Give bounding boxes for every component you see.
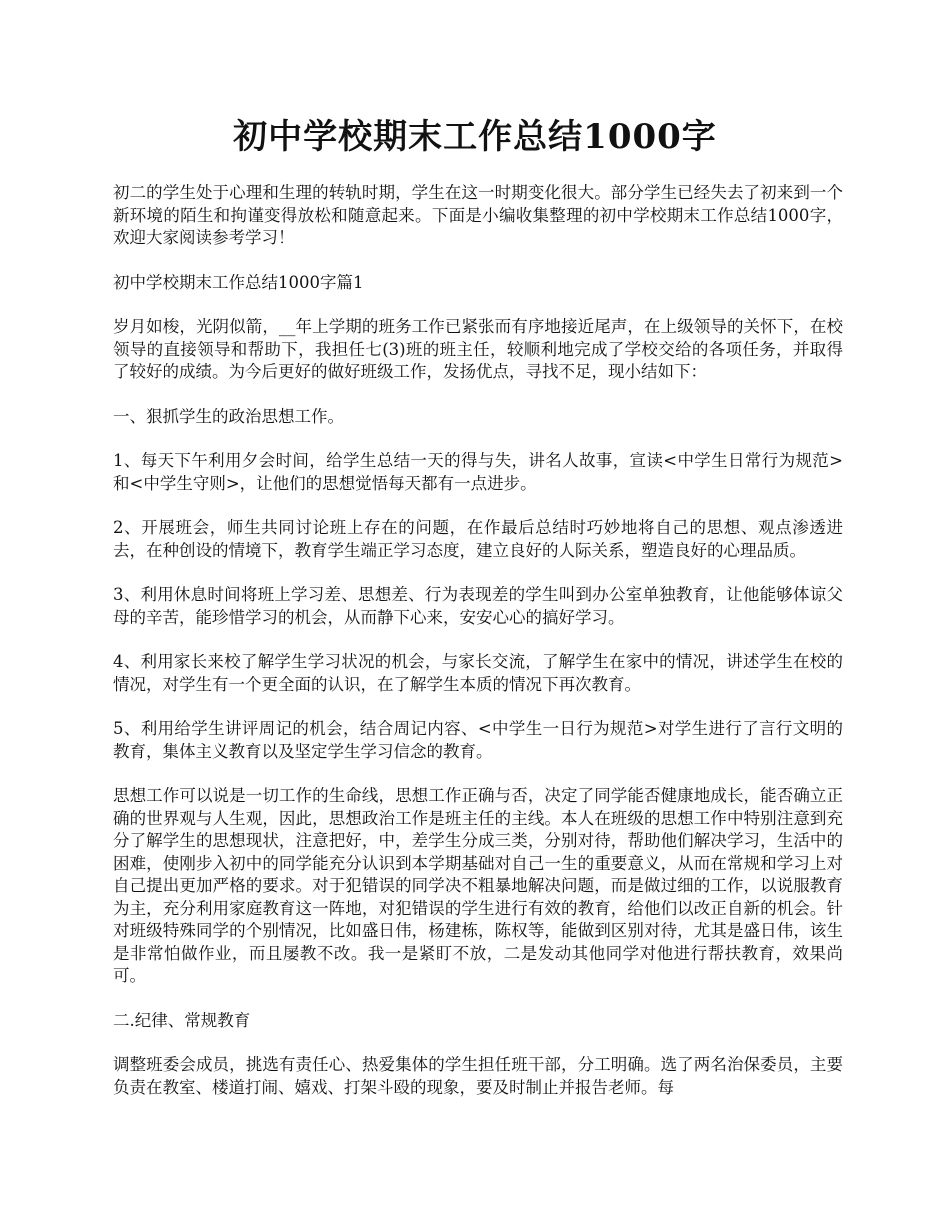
discipline-paragraph: 调整班委会成员，挑选有责任心、热爱集体的学生担任班干部，分工明确。选了两名治保委员，主要负责在教室、楼道打闹、嬉戏、打架斗殴的现象，要及时制止并报告老师。每 bbox=[113, 1055, 843, 1097]
section-heading-part-1: 初中学校期末工作总结1000字篇1 bbox=[113, 272, 364, 292]
ideological-work-paragraph: 思想工作可以说是一切工作的生命线，思想工作正确与否，决定了同学能否健康地成长，能否确立正确的世界观与人生观，因此，思想政治工作是班主任的主线。本人在班级的思想工作中特别注意到充分了解学生的思想现状，注意把好，中，差学生分成三类，分别对待，帮助他们解决学习，生活中的困难，使刚步入初中的同学能充分认识到本学期基础对自己一生的重要意义，从而在常规和学习上对自己提出更加严格的要求。对于犯错误的同学决不粗暴地解决问题，而是做过细的工作，以说服教育为主，充分利用家庭教育这一阵地，对犯错误的学生进行有效的教育，给他们以改正自新的机会。针对班级特殊同学的个别情况，比如盛日伟，杨建栋，陈权等，能做到区别对待，尤其是盛日伟，该生是非常怕做作业，而且屡教不改。我一是紧盯不放，二是发动其他同学对他进行帮扶教育，效果尚可。 bbox=[113, 786, 843, 985]
document-title: 初中学校期末工作总结1000字 bbox=[233, 117, 717, 157]
subheading-political-work: 一、狠抓学生的政治思想工作。 bbox=[113, 406, 344, 426]
list-item-2: 2、开展班会，师生共同讨论班上存在的问题，在作最后总结时巧妙地将自己的思想、观点渗透进去，在种创设的情境下，教育学生端正学习态度，建立良好的人际关系，塑造良好的心理品质。 bbox=[113, 518, 843, 560]
opening-paragraph: 岁月如梭，光阴似箭，__年上学期的班务工作已紧张而有序地接近尾声，在上级领导的关怀下，在校领导的直接领导和帮助下，我担任七(3)班的班主任，较顺利地完成了学校交给的各项任务，并取得了较好的成绩。为今后更好的做好班级工作，发扬优点，寻找不足，现小结如下： bbox=[113, 317, 843, 381]
document-body bbox=[113, 182, 843, 1121]
list-item-3: 3、利用休息时间将班上学习差、思想差、行为表现差的学生叫到办公室单独教育，让他能够体谅父母的辛苦，能珍惜学习的机会，从而静下心来，安安心心的搞好学习。 bbox=[113, 585, 843, 627]
list-item-1: 1、每天下午利用夕会时间，给学生总结一天的得与失，讲名人故事，宣读<中学生日常行为规范>和<中学生守则>，让他们的思想觉悟每天都有一点进步。 bbox=[113, 451, 843, 493]
list-item-4: 4、利用家长来校了解学生学习状况的机会，与家长交流，了解学生在家中的情况，讲述学生在校的情况，对学生有一个更全面的认识，在了解学生本质的情况下再次教育。 bbox=[113, 652, 843, 694]
list-item-5: 5、利用给学生讲评周记的机会，结合周记内容、<中学生一日行为规范>对学生进行了言行文明的教育，集体主义教育以及坚定学生学习信念的教育。 bbox=[113, 719, 843, 761]
intro-paragraph: 初二的学生处于心理和生理的转轨时期，学生在这一时期变化很大。部分学生已经失去了初来到一个新环境的陌生和拘谨变得放松和随意起来。下面是小编收集整理的初中学校期末工作总结1000字，欢迎大家阅读参考学习！ bbox=[113, 183, 843, 247]
subheading-discipline: 二.纪律、常规教育 bbox=[113, 1010, 251, 1030]
